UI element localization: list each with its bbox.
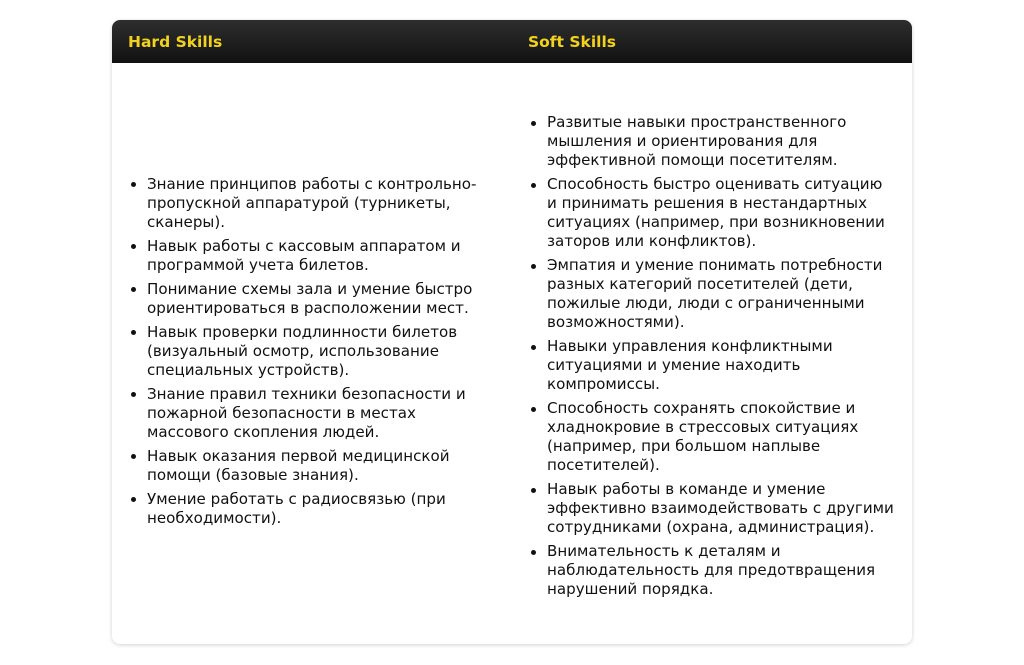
soft-skill-item: Эмпатия и умение понимать потребности разных категорий посетителей (дети, пожилые люди, люди с ограниченными возможностями). xyxy=(547,256,896,332)
hard-skill-item: Навык оказания первой медицинской помощи (базовые знания). xyxy=(147,447,496,485)
soft-skills-list xyxy=(528,113,896,599)
soft-skill-item: Навыки управления конфликтными ситуациями и умение находить компромиссы. xyxy=(547,337,896,394)
skills-table xyxy=(112,20,912,644)
hard-skill-item: Знание принципов работы с контрольно-пропускной аппаратурой (турникеты, сканеры). xyxy=(147,175,496,232)
soft-skill-item: Способность быстро оценивать ситуацию и принимать решения в нестандартных ситуациях (например, при возникновении заторов или конфликтов). xyxy=(547,175,896,251)
header-hard-skills: Hard Skills xyxy=(128,32,223,51)
header-soft-skills: Soft Skills xyxy=(528,32,616,51)
soft-skill-item: Навык работы в команде и умение эффективно взаимодействовать с другими сотрудниками (охрана, администрация). xyxy=(547,480,896,537)
table-body-row xyxy=(112,63,912,644)
soft-skill-item: Внимательность к деталям и наблюдательность для предотвращения нарушений порядка. xyxy=(547,542,896,599)
table-header-row xyxy=(112,20,912,63)
hard-skill-item: Умение работать с радиосвязью (при необходимости). xyxy=(147,490,496,528)
hard-skills-cell xyxy=(112,63,512,644)
hard-skill-item: Навык работы с кассовым аппаратом и программой учета билетов. xyxy=(147,237,496,275)
hard-skill-item: Знание правил техники безопасности и пожарной безопасности в местах массового скопления людей. xyxy=(147,385,496,442)
soft-skill-item: Способность сохранять спокойствие и хладнокровие в стрессовых ситуациях (например, при большом наплыве посетителей). xyxy=(547,399,896,475)
skills-table-card xyxy=(112,20,912,644)
hard-skill-item: Навык проверки подлинности билетов (визуальный осмотр, использование специальных устройств). xyxy=(147,323,496,380)
hard-skills-list xyxy=(128,175,496,528)
hard-skill-item: Понимание схемы зала и умение быстро ориентироваться в расположении мест. xyxy=(147,280,496,318)
soft-skill-item: Развитые навыки пространственного мышления и ориентирования для эффективной помощи посетителям. xyxy=(547,113,896,170)
soft-skills-cell xyxy=(512,63,912,644)
